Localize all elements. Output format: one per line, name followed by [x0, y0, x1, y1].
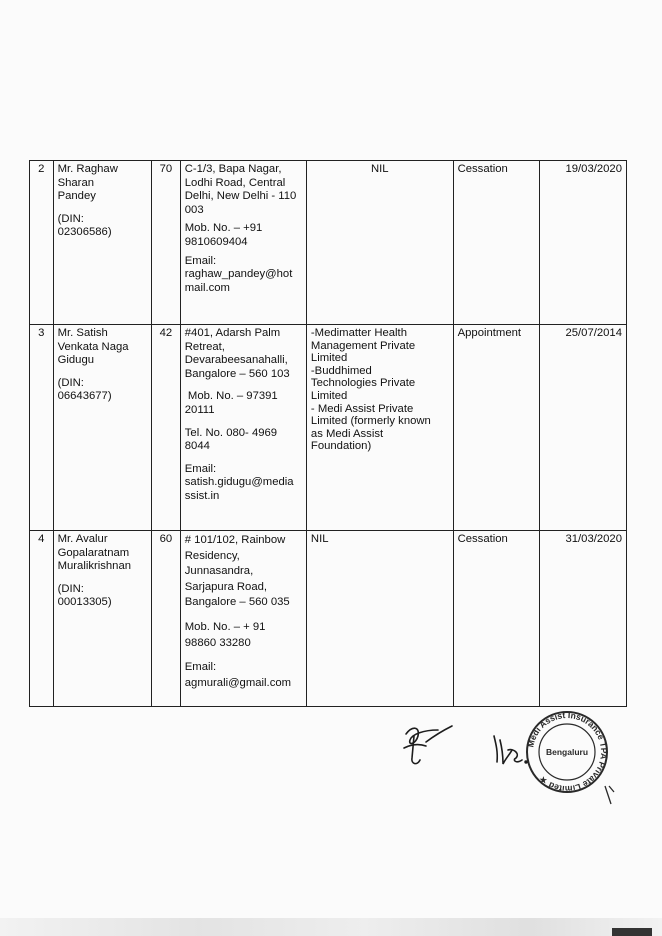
email-line: mail.com [184, 281, 230, 294]
director-name-cell [53, 531, 151, 707]
director-name-cell [53, 325, 151, 531]
email-line: ssist.in [184, 489, 220, 502]
serial-no: 2 [30, 161, 54, 325]
interests-cell [306, 325, 453, 531]
scan-edge-mark [612, 928, 652, 936]
name-line: Venkata Naga [57, 340, 129, 353]
tel-line: Tel. No. 080- 4969 [184, 426, 278, 439]
name-line: Mr. Satish [57, 327, 108, 339]
address-line: Sarjapura Road, [184, 580, 268, 593]
age-cell: 60 [152, 531, 181, 707]
address-line: # 101/102, Rainbow [184, 534, 286, 546]
name-line: Sharan [57, 176, 95, 189]
address-line: Devarabeesanahalli, [184, 354, 288, 367]
address-cell [180, 531, 306, 707]
interests-cell [306, 531, 453, 707]
address-line: Junnasandra, [184, 565, 254, 578]
interest-line: Foundation) [310, 440, 372, 453]
date-cell: 31/03/2020 [539, 531, 626, 707]
email-line: raghaw_pandey@hot [184, 268, 293, 281]
mobile-line: 20111 [184, 403, 215, 416]
age-cell: 70 [152, 161, 181, 325]
address-line: Bangalore – 560 103 [184, 367, 290, 380]
address-line: Delhi, New Delhi - 110 [184, 190, 297, 203]
nature-cell: Appointment [453, 325, 539, 531]
email-label: Email: [184, 661, 217, 674]
name-line: Gopalaratnam [57, 546, 130, 559]
interests-cell [306, 161, 453, 325]
date-cell: 19/03/2020 [539, 161, 626, 325]
interest-line: Limited [310, 352, 348, 365]
age-cell: 42 [152, 325, 181, 531]
table-row [30, 531, 627, 707]
interest-line: -Medimatter Health [310, 327, 407, 339]
name-line: Gidugu [57, 354, 95, 367]
address-cell [180, 325, 306, 531]
address-line: Residency, [184, 549, 240, 562]
email-label: Email: [184, 254, 217, 267]
name-line: Muralikrishnan [57, 560, 132, 573]
date-cell: 25/07/2014 [539, 325, 626, 531]
name-line: Mr. Avalur [57, 533, 108, 545]
address-line: #401, Adarsh Palm [184, 327, 281, 339]
email-line: satish.gidugu@media [184, 476, 294, 489]
mobile-line: Mob. No. – 97391 [184, 390, 278, 403]
serial-no: 3 [30, 325, 54, 531]
address-cell [180, 161, 306, 325]
interest-line: Limited [310, 389, 348, 402]
signature-2 [494, 736, 527, 764]
interest-line: as Medi Assist [310, 427, 384, 440]
address-line: Bangalore – 560 035 [184, 596, 290, 609]
din-value: 06643677) [57, 390, 112, 403]
din-label: (DIN: [57, 212, 84, 225]
tel-line: 8044 [184, 440, 210, 453]
table-row [30, 161, 627, 325]
address-line: C-1/3, Bapa Nagar, [184, 163, 282, 175]
interest-line: Management Private [310, 339, 416, 352]
mobile-line: 9810609404 [184, 235, 248, 248]
company-seal [525, 710, 614, 804]
address-line: Retreat, [184, 340, 225, 353]
interest-line: - Medi Assist Private [310, 402, 414, 415]
table-row [30, 325, 627, 531]
name-line: Pandey [57, 190, 96, 203]
interest-line: Technologies Private [310, 377, 416, 390]
din-value: 00013305) [57, 596, 112, 609]
din-label: (DIN: [57, 582, 84, 595]
signatures-and-seal [390, 700, 630, 810]
directors-table [29, 160, 627, 707]
mobile-line: Mob. No. – + 91 [184, 620, 266, 633]
email-line: agmurali@gmail.com [184, 676, 292, 689]
din-label: (DIN: [57, 376, 84, 389]
nature-cell: Cessation [453, 161, 539, 325]
svg-text:Bengaluru: Bengaluru [545, 747, 589, 757]
scan-edge [0, 918, 662, 936]
mobile-line: Mob. No. – +91 [184, 222, 263, 235]
mobile-line: 98860 33280 [184, 636, 251, 649]
email-label: Email: [184, 462, 217, 475]
name-line: Mr. Raghaw [57, 163, 118, 175]
address-line: Lodhi Road, Central [184, 176, 286, 189]
din-value: 02306586) [57, 226, 112, 239]
nature-cell: Cessation [453, 531, 539, 707]
interest-line: NIL [310, 533, 329, 545]
serial-no: 4 [30, 531, 54, 707]
interest-line: Limited (formerly known [310, 415, 431, 428]
signature-1 [404, 726, 452, 764]
svg-text:Medi Assist Insurance TPA Priv: Medi Assist Insurance TPA Private Limited ★ [525, 709, 610, 795]
address-line: 003 [184, 203, 204, 216]
interest-line: NIL [370, 163, 389, 175]
director-name-cell [53, 161, 151, 325]
interest-line: -Buddhimed [310, 364, 372, 377]
